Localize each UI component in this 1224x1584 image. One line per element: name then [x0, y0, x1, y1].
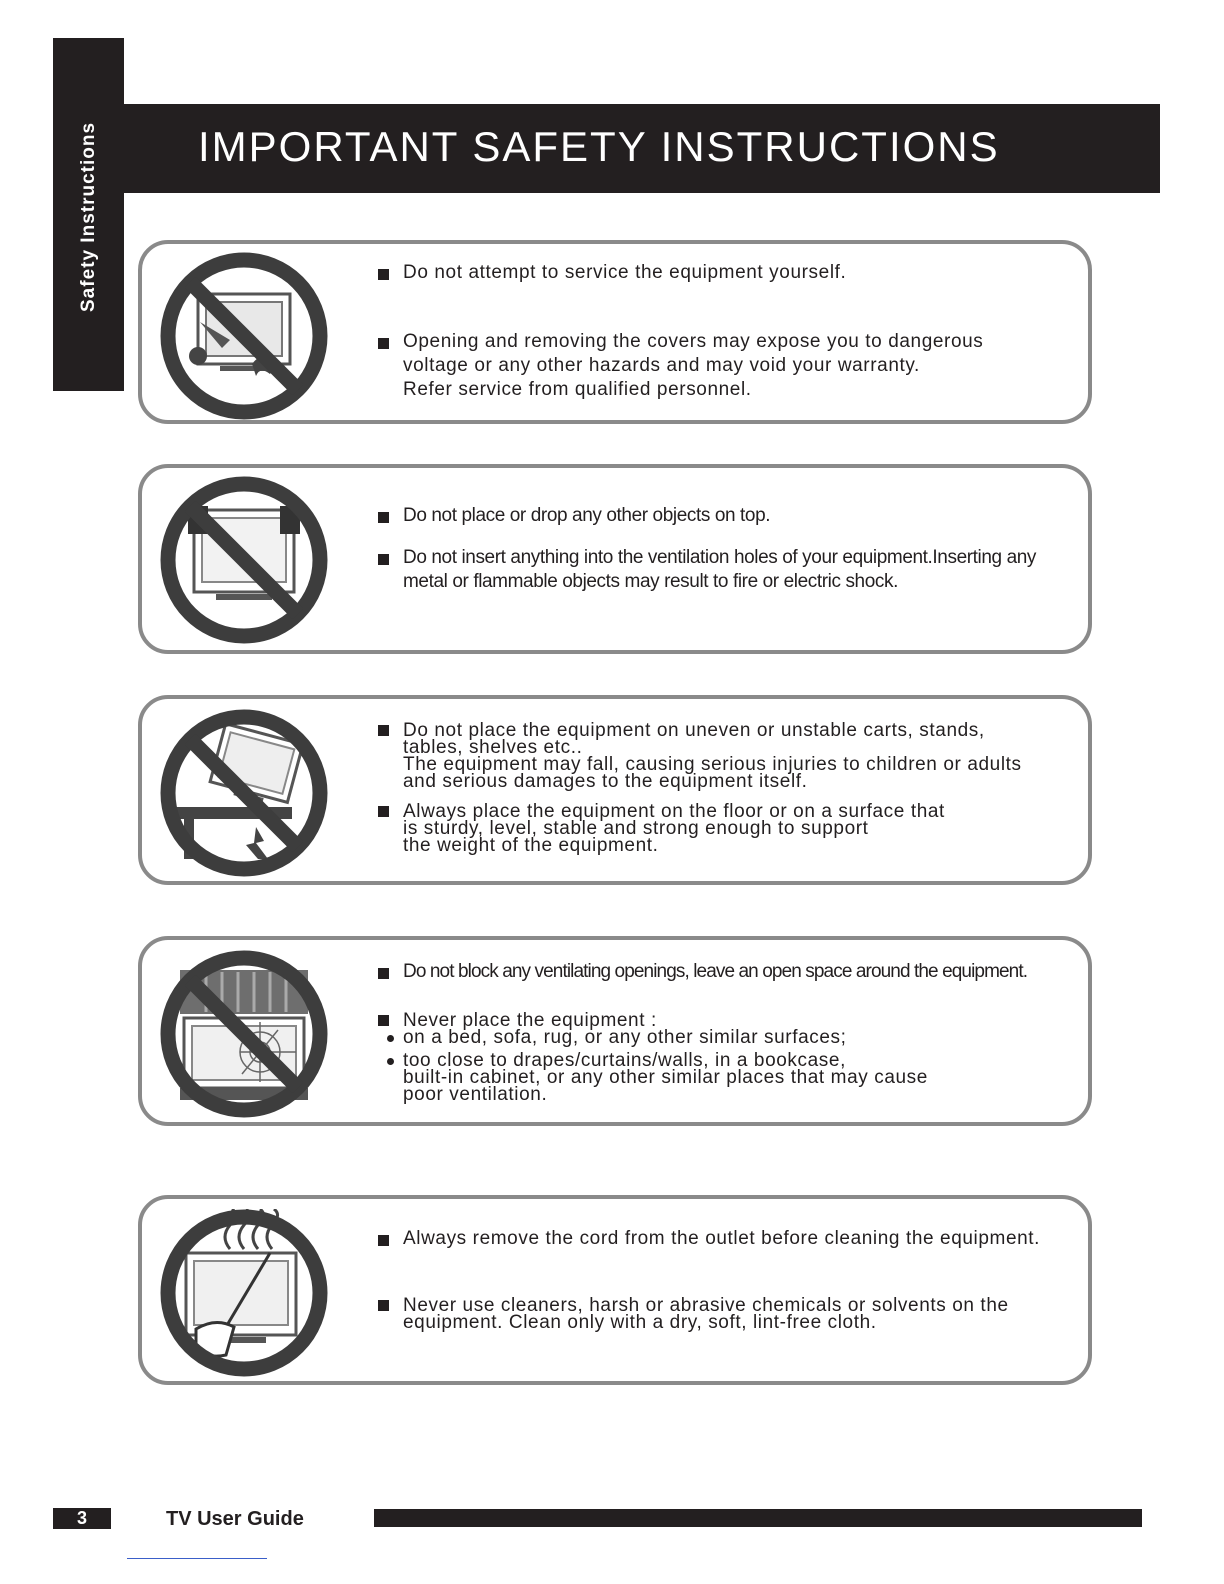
bullet-text: Do not insert anything into the ventilation holes of your equipment.Inserting any	[403, 547, 1037, 568]
bullet-item	[378, 546, 1070, 594]
bullet-text: built-in cabinet, or any other similar places that may cause	[403, 1067, 928, 1088]
no-objects-on-top-icon	[160, 476, 328, 644]
bullet-text: tables, shelves etc..	[403, 737, 583, 758]
bullet-text: on a bed, sofa, rug, or any other similar surfaces;	[403, 1027, 847, 1048]
safety-panel-service	[138, 240, 1092, 424]
footer-rule	[127, 1558, 267, 1559]
bullet-text: Refer service from qualified personnel.	[403, 379, 752, 400]
bullet-item	[378, 330, 1070, 402]
bullet-text: and serious damages to the equipment itself.	[403, 771, 808, 792]
no-chemical-cleaners-icon	[160, 1209, 328, 1377]
bullet-item	[378, 1012, 1070, 1103]
bullet-text: Never place the equipment :	[403, 1010, 657, 1031]
bullet-text: the weight of the equipment.	[403, 835, 659, 856]
bullet-text: metal or flammable objects may result to fire or electric shock.	[403, 571, 898, 592]
bullet-text: The equipment may fall, causing serious injuries to children or adults	[403, 754, 1022, 775]
bullet-text: too close to drapes/curtains/walls, in a bookcase,	[403, 1050, 846, 1071]
bullet-item	[378, 960, 1070, 984]
bullet-text: Always place the equipment on the floor or on a surface that	[403, 801, 945, 822]
safety-panel-stability	[138, 695, 1092, 885]
bullet-item	[378, 722, 1070, 790]
bullet-item	[378, 261, 1070, 285]
safety-panel-cleaning	[138, 1195, 1092, 1385]
bullet-item	[378, 504, 1070, 528]
no-self-service-icon	[160, 252, 328, 420]
sub-bullet-item	[387, 1029, 1070, 1046]
sub-bullet-item	[387, 1052, 1070, 1103]
bullet-item	[378, 1297, 1070, 1331]
footer-bar	[374, 1509, 1142, 1527]
bullet-text: Do not block any ventilating openings, leave an open space around the equipment.	[403, 961, 1028, 982]
bullet-text: equipment. Clean only with a dry, soft, lint-free cloth.	[403, 1312, 877, 1333]
bullet-text: Never use cleaners, harsh or abrasive chemicals or solvents on the	[403, 1295, 1009, 1316]
page-title: IMPORTANT SAFETY INSTRUCTIONS	[198, 123, 1000, 170]
bullet-text: poor ventilation.	[403, 1084, 548, 1105]
bullet-text: Opening and removing the covers may expose you to dangerous	[403, 331, 984, 352]
bullet-text: Do not place the equipment on uneven or unstable carts, stands,	[403, 720, 985, 741]
footer-label: TV User Guide	[166, 1508, 304, 1530]
safety-panel-objects	[138, 464, 1092, 654]
side-tab-label: Safety Instructions	[78, 121, 99, 312]
bullet-text: voltage or any other hazards and may void your warranty.	[403, 355, 920, 376]
page-number: 3	[53, 1508, 111, 1529]
no-unstable-surface-icon	[160, 709, 328, 877]
bullet-text: Always remove the cord from the outlet before cleaning the equipment.	[403, 1228, 1041, 1249]
bullet-text: Do not attempt to service the equipment yourself.	[403, 262, 847, 283]
safety-panel-ventilation	[138, 936, 1092, 1126]
bullet-text: Do not place or drop any other objects on top.	[403, 505, 771, 526]
bullet-item	[378, 1227, 1070, 1251]
no-blocked-ventilation-icon	[160, 950, 328, 1118]
bullet-item	[378, 803, 1070, 854]
bullet-text: is sturdy, level, stable and strong enough to support	[403, 818, 869, 839]
title-bar	[124, 104, 1160, 193]
